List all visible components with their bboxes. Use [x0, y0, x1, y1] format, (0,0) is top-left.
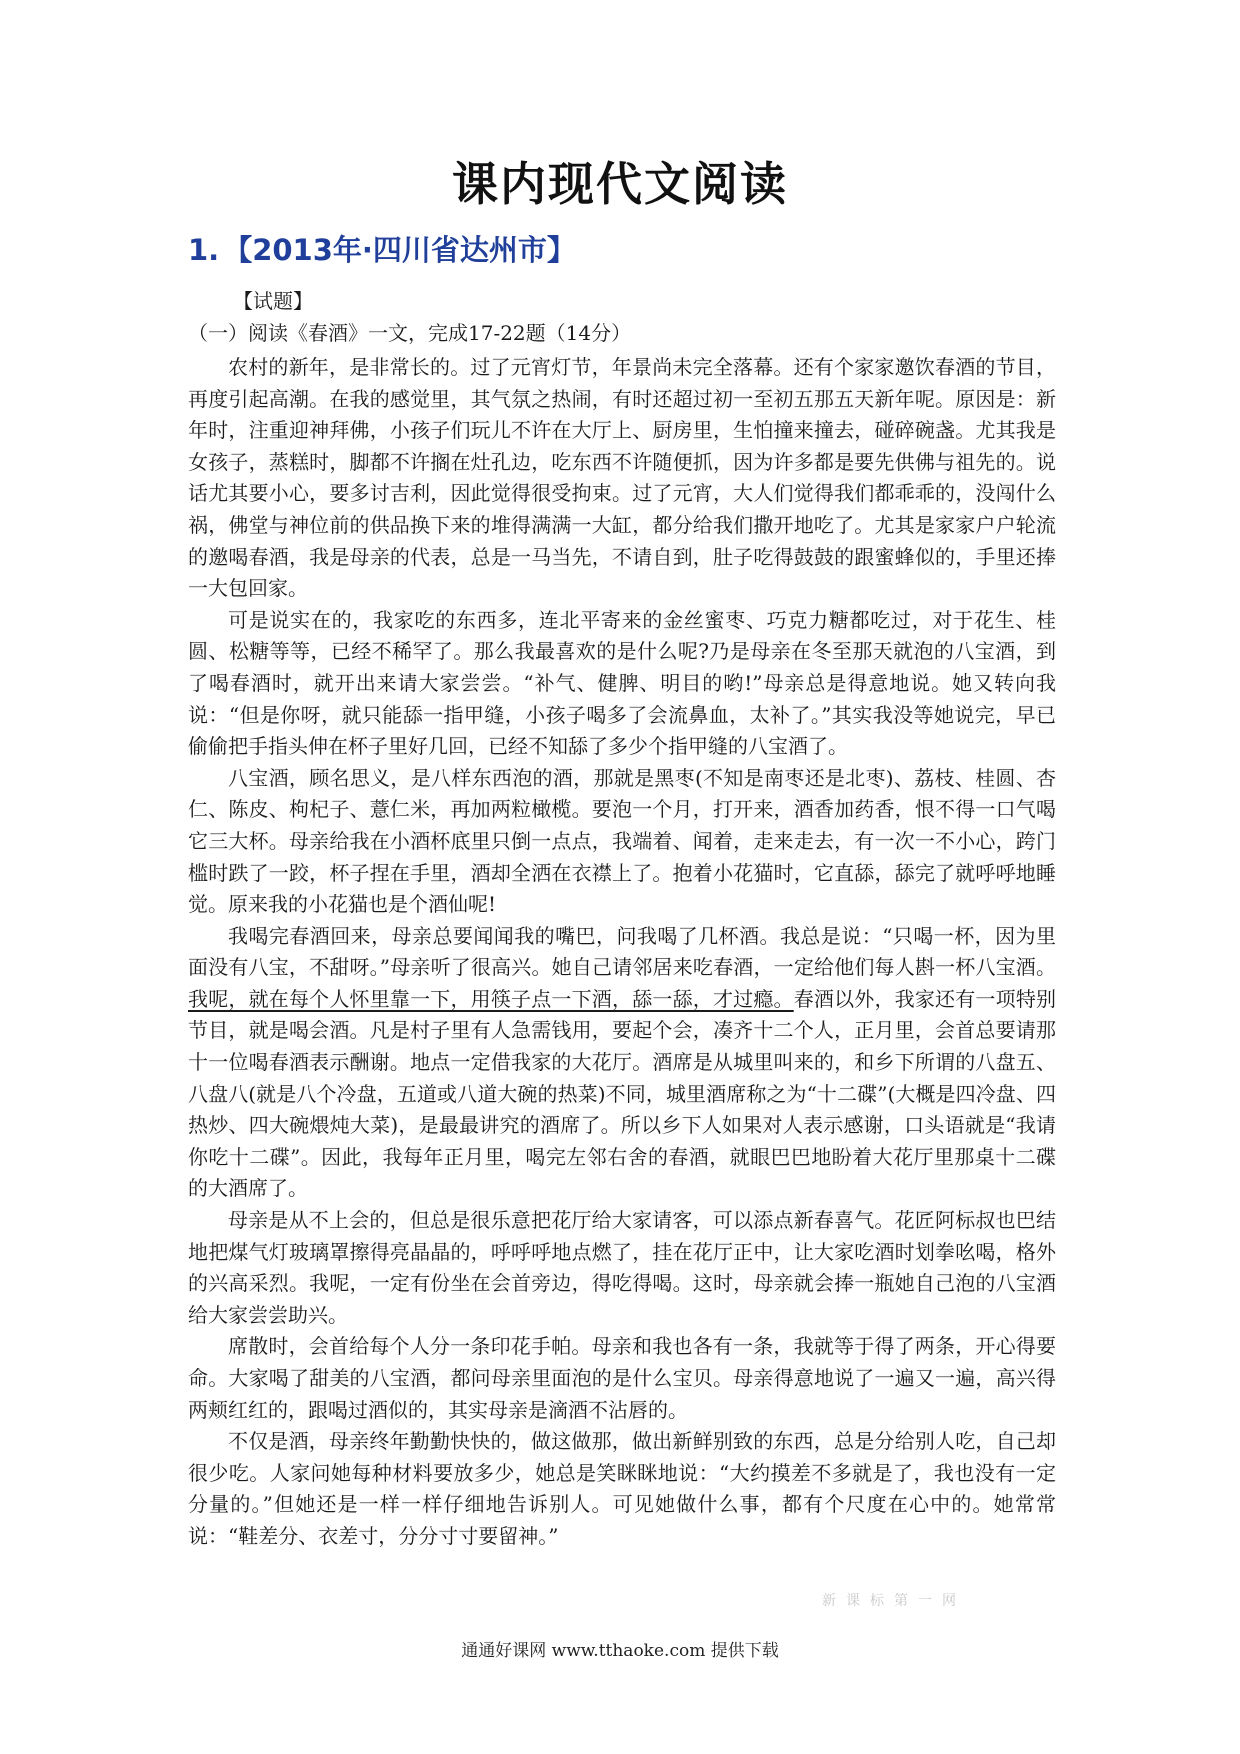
- question-label: 【试题】: [233, 289, 313, 313]
- question-instructions: （一）阅读《春酒》一文，完成17-22题（14分）: [188, 321, 632, 345]
- paragraph-4-part-1: 我喝完春酒回来，母亲总要闻闻我的嘴巴，问我喝了几杯酒。我总是说：“只喝一杯，因为里面没有八宝，不甜呀。”母亲听了很高兴。她自己请邻居来吃春酒，一定给他们每人斟一杯八宝酒。: [188, 923, 1056, 980]
- watermark: 新课标第一网: [822, 1593, 966, 1609]
- passage-paragraph-5: 母亲是从不上会的，但总是很乐意把花厅给大家请客，可以添点新春喜气。花匠阿标叔也巴结地把煤气灯玻璃罩擦得亮晶晶的，呼呼呼地点燃了，挂在花厅正中，让大家吃酒时划拳吆喝，格外的兴高采烈。我呢，一定有份坐在会首旁边，得吃得喝。这时，母亲就会捧一瓶她自己泡的八宝酒给大家尝尝助兴。: [188, 1208, 1056, 1327]
- passage-paragraph-7: 不仅是酒，母亲终年勤勤快快的，做这做那，做出新鲜别致的东西，总是分给别人吃，自己却很少吃。人家问她每种材料要放多少，她总是笑眯眯地说：“大约摸差不多就是了，我也没有一定分量的。”但她还是一样一样仔细地告诉别人。可见她做什么事，都有个尺度在心中的。她常常说：“鞋差分、衣差寸，分分寸寸要留神。”: [188, 1429, 1056, 1548]
- passage-paragraph-1: 农村的新年，是非常长的。过了元宵灯节，年景尚未完全落幕。还有个家家邀饮春酒的节目，再度引起高潮。在我的感觉里，其气氛之热闹，有时还超过初一至初五那五天新年呢。原因是：新年时，注重迎神拜佛，小孩子们玩儿不许在大厅上、厨房里，生怕撞来撞去，碰碎碗盏。尤其我是女孩子，蒸糕时，脚都不许搁在灶孔边，吃东西不许随便抓，因为许多都是要先供佛与祖先的。说话尤其要小心，要多讨吉利，因此觉得很受拘束。过了元宵，大人们觉得我们都乖乖的，没闯什么祸，佛堂与神位前的供品换下来的堆得满满一大缸，都分给我们撒开地吃了。尤其是家家户户轮流的邀喝春酒，我是母亲的代表，总是一马当先，不请自到，肚子吃得鼓鼓的跟蜜蜂似的，手里还捧一大包回家。: [188, 355, 1056, 601]
- passage-paragraph-3: 八宝酒，顾名思义，是八样东西泡的酒，那就是黑枣(不知是南枣还是北枣)、荔枝、桂圆、杏仁、陈皮、枸杞子、薏仁米，再加两粒橄榄。要泡一个月，打开来，酒香加药香，恨不得一口气喝它三大杯。母亲给我在小酒杯底里只倒一点点，我端着、闻着，走来走去，有一次一不小心，跨门槛时跌了一跤，杯子捏在手里，酒却全洒在衣襟上了。抱着小花猫时，它直舔，舔完了就呼呼地睡觉。原来我的小花猫也是个酒仙呢!: [188, 765, 1056, 917]
- page-title: 课内现代文阅读: [452, 157, 788, 211]
- page-footer: 通通好课网 www.tthaoke.com 提供下载: [461, 1641, 779, 1661]
- passage-paragraph-2: 可是说实在的，我家吃的东西多，连北平寄来的金丝蜜枣、巧克力糖都吃过，对于花生、桂圆、松糖等等，已经不稀罕了。那么我最喜欢的是什么呢?乃是母亲在冬至那天就泡的八宝酒，到了喝春酒时，就开出来请大家尝尝。“补气、健脾、明目的哟!”母亲总是得意地说。她又转向我说：“但是你呀，就只能舔一指甲缝，小孩子喝多了会流鼻血，太补了。”其实我没等她说完，早已偷偷把手指头伸在杯子里好几回，已经不知舔了多少个指甲缝的八宝酒了。: [188, 607, 1056, 759]
- reading-passage: [188, 352, 1056, 1553]
- question-source: 【2013年·四川省达州市】: [223, 233, 576, 267]
- question-heading: [188, 228, 576, 269]
- paragraph-4-part-2: 春酒以外，我家还有一项特别节目，就是喝会酒。凡是村子里有人急需钱用，要起个会，凑齐十二个人，正月里，会首总要请那十一位喝春酒表示酬谢。地点一定借我家的大花厅。酒席是从城里叫来的，和乡下所谓的八盘五、八盘八(就是八个冷盘，五道或八道大碗的热菜)不同，城里酒席称之为“十二碟”(大概是四冷盘、四热炒、四大碗煨炖大菜)，是最最讲究的酒席了。所以乡下人如果对人表示感谢，口头语就是“我请你吃十二碟”。因此，我每年正月里，喝完左邻右舍的春酒，就眼巴巴地盼着大花厅里那桌十二碟的大酒席了。: [188, 986, 1057, 1201]
- underlined-sentence: 我呢，就在每个人怀里靠一下，用筷子点一下酒，舔一舔，才过瘾。: [188, 986, 794, 1011]
- passage-paragraph-4: [188, 921, 1056, 1205]
- passage-paragraph-6: 席散时，会首给每个人分一条印花手帕。母亲和我也各有一条，我就等于得了两条，开心得要命。大家喝了甜美的八宝酒，都问母亲里面泡的是什么宝贝。母亲得意地说了一遍又一遍，高兴得两颊红红的，跟喝过酒似的，其实母亲是滴酒不沾唇的。: [188, 1334, 1056, 1422]
- question-number: 1.: [188, 233, 220, 267]
